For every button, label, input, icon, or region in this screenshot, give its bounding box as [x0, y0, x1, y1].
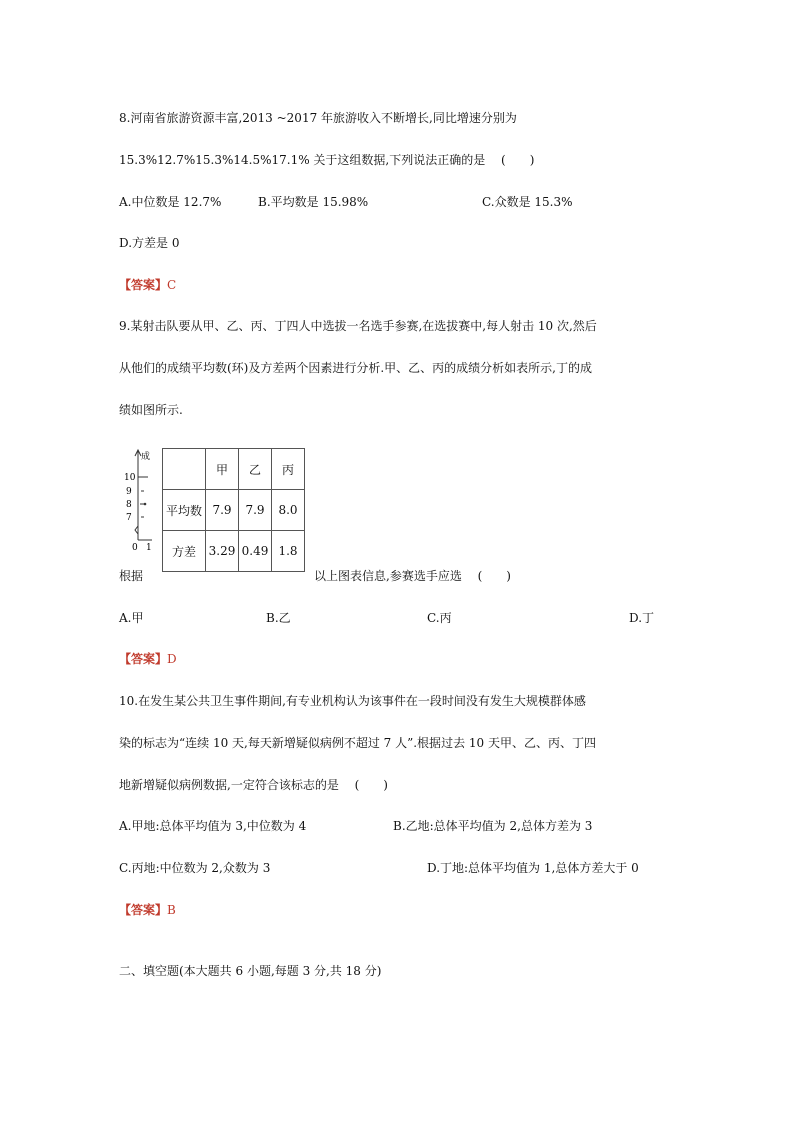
q9-stem-line2: 从他们的成绩平均数(环)及方差两个因素进行分析.甲、乙、丙的成绩分析如表所示,丁的成: [119, 361, 592, 375]
q8-option-a: A.中位数是 12.7%: [119, 195, 222, 209]
q10-option-c: C.丙地:中位数为 2,众数为 3: [119, 861, 271, 875]
answer-tag: 【答案】: [119, 903, 168, 917]
y-tick-10: 10: [124, 473, 136, 483]
y-tick-8: 8: [126, 500, 132, 510]
q8-stem-line1: 8.河南省旅游资源丰富,2013 ~2017 年旅游收入不断增长,同比增速分别为: [119, 111, 517, 125]
table-header: 乙: [239, 449, 272, 490]
q9-option-d: D.丁: [629, 611, 655, 625]
q9-after-right: 以上图表信息,参赛选手应选 ( ): [314, 569, 511, 583]
q10-stem-line3: 地新增疑似病例数据,一定符合该标志的是 ( ): [119, 778, 388, 792]
answer-value: D: [167, 652, 177, 666]
q10-answer: [119, 902, 176, 918]
q8-option-c: C.众数是 15.3%: [482, 195, 573, 209]
table-row: [163, 531, 305, 572]
q9-option-c: C.丙: [427, 611, 452, 625]
table-header: 甲: [206, 449, 239, 490]
table-cell: 7.9: [206, 490, 239, 531]
y-tick-7: 7: [126, 513, 132, 523]
q10-stem-line1: 10.在发生某公共卫生事件期间,有专业机构认为该事件在一段时间没有发生大规模群体感: [119, 694, 586, 708]
table-cell: 8.0: [272, 490, 305, 531]
q10-option-a: A.甲地:总体平均值为 3,中位数为 4: [119, 819, 307, 833]
x-tick-1: 1: [146, 543, 152, 553]
stats-table: [162, 448, 305, 572]
table-cell: 1.8: [272, 531, 305, 572]
q9-stem-line1: 9.某射击队要从甲、乙、丙、丁四人中选拔一名选手参赛,在选拔赛中,每人射击 10 次,然后: [119, 319, 597, 333]
q8-stem-line2: 15.3%12.7%15.3%14.5%17.1% 关于这组数据,下列说法正确的是 ( ): [119, 153, 535, 167]
y-tick-9: 9: [126, 487, 132, 497]
q9-option-a: A.甲: [119, 611, 144, 625]
q8-answer: [119, 277, 176, 293]
y-axis-label: 成: [141, 452, 151, 462]
table-cell: 平均数: [163, 490, 206, 531]
table-header: 丙: [272, 449, 305, 490]
q10-option-d: D.丁地:总体平均值为 1,总体方差大于 0: [427, 861, 639, 875]
table-row: [163, 449, 305, 490]
q9-answer: [119, 651, 177, 667]
table-row: [163, 490, 305, 531]
q9-stem-line3: 绩如图所示.: [119, 403, 183, 417]
answer-tag: 【答案】: [119, 652, 168, 666]
data-point: [144, 503, 147, 506]
q8-option-d: D.方差是 0: [119, 236, 180, 250]
q10-stem-line2: 染的标志为“连续 10 天,每天新增疑似病例不超过 7 人”.根据过去 10 天甲、乙、丙、丁四: [119, 736, 596, 750]
table-cell: 3.29: [206, 531, 239, 572]
table-cell: 7.9: [239, 490, 272, 531]
answer-value: C: [167, 278, 177, 292]
table-cell: [163, 449, 206, 490]
q8-option-b: B.平均数是 15.98%: [258, 195, 369, 209]
q10-option-b: B.乙地:总体平均值为 2,总体方差为 3: [393, 819, 593, 833]
answer-value: B: [167, 903, 176, 917]
table-cell: 方差: [163, 531, 206, 572]
table-cell: 0.49: [239, 531, 272, 572]
ding-score-figure: [116, 448, 166, 554]
answer-tag: 【答案】: [119, 278, 168, 292]
q9-option-b: B.乙: [266, 611, 291, 625]
q9-after-left: 根据: [119, 569, 144, 583]
x-origin: 0: [132, 543, 138, 553]
section-title: 二、填空题(本大题共 6 小题,每题 3 分,共 18 分): [119, 964, 382, 978]
